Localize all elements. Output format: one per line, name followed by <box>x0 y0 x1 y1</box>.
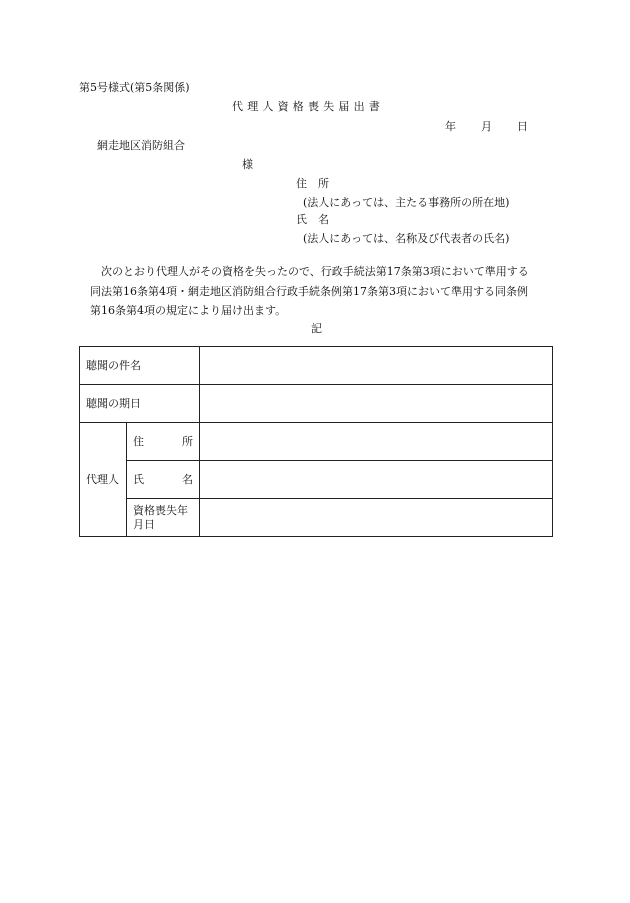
addressee: 網走地区消防組合 <box>97 139 185 152</box>
agent-address-label <box>127 423 200 461</box>
name-label-char-2: 名 <box>318 213 329 226</box>
name-label-char-1: 氏 <box>296 213 307 226</box>
hearing-subject-label: 聴聞の件名 <box>80 347 200 385</box>
applicant-address-label <box>296 178 329 189</box>
agent-label: 代理人 <box>80 423 127 537</box>
loss-date-field[interactable] <box>200 499 553 537</box>
loss-date-label: 資格喪失年月日 <box>127 499 200 537</box>
agent-name-label <box>127 461 200 499</box>
table-row <box>80 461 553 499</box>
agent-address-char-2: 所 <box>182 434 193 448</box>
record-table <box>79 346 553 537</box>
applicant-name-label <box>296 214 329 225</box>
agent-address-char-1: 住 <box>133 434 144 448</box>
form-number: 第5号様式(第5条関係) <box>79 81 190 94</box>
hearing-subject-field[interactable] <box>200 347 553 385</box>
honorific: 様 <box>242 158 253 171</box>
ki-label: 記 <box>311 322 322 335</box>
agent-address-field[interactable] <box>200 423 553 461</box>
body-text-line: 同法第16条第4項・網走地区消防組合行政手続条例第17条第3項において準用する同条例 <box>90 285 528 298</box>
date-month: 月 <box>481 120 492 133</box>
date-year: 年 <box>445 120 456 133</box>
address-label-char-1: 住 <box>296 177 307 190</box>
table-row <box>80 423 553 461</box>
applicant-address-note: (法人にあっては、主たる事務所の所在地) <box>303 196 510 209</box>
table-row <box>80 347 553 385</box>
agent-name-char-2: 名 <box>182 472 193 486</box>
applicant-name-note: (法人にあっては、名称及び代表者の氏名) <box>303 232 510 245</box>
agent-name-field[interactable] <box>200 461 553 499</box>
agent-name-char-1: 氏 <box>133 472 144 486</box>
table-row <box>80 499 553 537</box>
hearing-date-field[interactable] <box>200 385 553 423</box>
body-text-line: 次のとおり代理人がその資格を失ったので、行政手続法第17条第3項において準用する <box>101 265 529 278</box>
address-label-char-2: 所 <box>318 177 329 190</box>
table-row <box>80 385 553 423</box>
document-title: 代理人資格喪失届出書 <box>232 100 384 113</box>
date-line <box>445 121 528 132</box>
date-day: 日 <box>517 120 528 133</box>
body-text-line: 第16条第4項の規定により届け出ます。 <box>90 304 287 317</box>
hearing-date-label: 聴聞の期日 <box>80 385 200 423</box>
